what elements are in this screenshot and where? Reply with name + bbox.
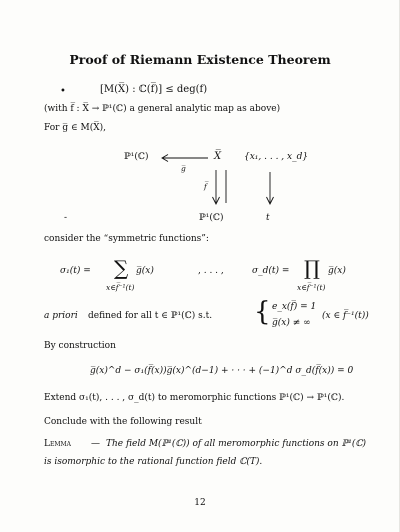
condition-ramification: e_x(f̅) = 1 <box>272 302 317 312</box>
polynomial-equation: g̅(x)^d − σ₁(f̅(x))g̅(x)^(d−1) + · · · + (−1)^d σ_d(f̅(x)) = 0 <box>90 366 354 376</box>
product-symbol: ∏ <box>304 256 320 280</box>
sum-term: g̅(x) <box>136 266 154 276</box>
diagram-x-bar: X̅ <box>214 151 222 162</box>
lemma-dash: — <box>91 439 100 449</box>
diagram-p1-top: ℙ¹(ℂ) <box>124 152 149 162</box>
diagram-t: t <box>266 213 270 223</box>
for-line: For g̅ ∈ M(X̅), <box>44 123 106 133</box>
condition-brace: { <box>254 297 271 327</box>
lemma-line-2: is isomorphic to the rational function field ℂ(T). <box>44 457 263 467</box>
diagram-p1-bottom: ℙ¹(ℂ) <box>199 213 224 223</box>
condition-fiber: (x ∈ f̅⁻¹(t)) <box>322 311 369 321</box>
by-construction: By construction <box>44 341 116 351</box>
sigma1-lhs: σ₁(t) = <box>60 266 91 276</box>
sigmad-lhs: σ_d(t) = <box>252 266 290 276</box>
sum-subscript: x∈f̅⁻¹(t) <box>106 283 135 292</box>
apriori-text: defined for all t ∈ ℙ¹(ℂ) s.t. <box>88 311 213 321</box>
conclude-line: Conclude with the following result <box>44 417 202 427</box>
diagram-dash: - <box>64 213 68 223</box>
with-note: (with f̅ : X̅ → ℙ¹(ℂ) a general analytic map as above) <box>44 104 281 114</box>
diagram-point-set: {x₁, . . . , x_d} <box>244 152 309 162</box>
sum-symbol: ∑ <box>114 256 129 280</box>
diagram-f-label: f̅ <box>204 182 207 191</box>
degree-inequality: [M(X̅) : ℂ(f̅)] ≤ deg(f) <box>100 84 208 95</box>
product-subscript: x∈f̅⁻¹(t) <box>297 283 326 292</box>
sym-dots: , . . . , <box>198 266 224 276</box>
diagram-g-label: g̅ <box>181 164 186 173</box>
extend-line: Extend σ₁(t), . . . , σ_d(t) to meromorphic functions ℙ¹(ℂ) → ℙ¹(ℂ). <box>44 393 345 403</box>
apriori-italic: a priori <box>44 311 78 321</box>
page-title: Proof of Riemann Existence Theorem <box>69 52 331 67</box>
consider-line: consider the “symmetric functions”: <box>44 234 209 244</box>
lemma-line-1: The field M(ℙ¹(ℂ)) of all meromorphic functions on ℙ¹(ℂ) <box>106 439 367 449</box>
product-term: g̅(x) <box>328 266 346 276</box>
page-number: 12 <box>194 498 206 508</box>
condition-finite: g̅(x) ≠ ∞ <box>272 318 311 328</box>
bullet: • <box>60 86 66 97</box>
lemma-label: Lemma <box>44 439 71 449</box>
